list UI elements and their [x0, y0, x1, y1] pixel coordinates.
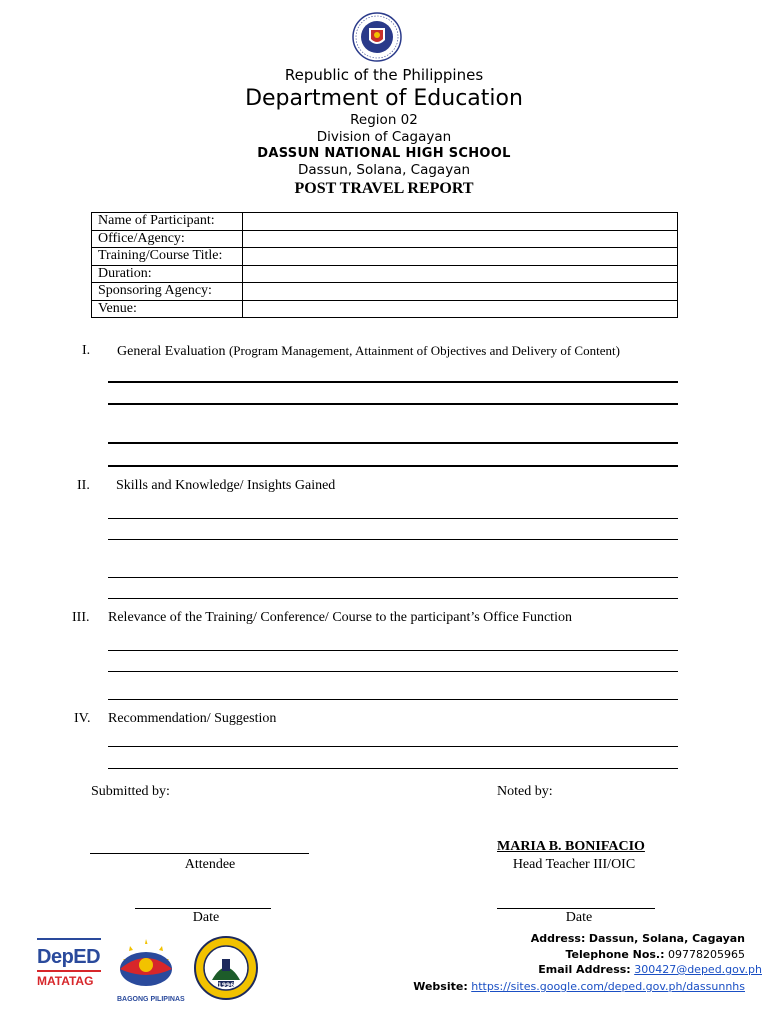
- document-title: POST TRAVEL REPORT: [294, 180, 474, 197]
- table-row: [92, 265, 678, 283]
- header-address: Dassun, Solana, Cagayan: [297, 162, 471, 178]
- section-number: I.: [82, 343, 91, 358]
- info-value-field[interactable]: [243, 248, 678, 266]
- answer-line[interactable]: [108, 746, 678, 747]
- submitted-by-label: Submitted by:: [91, 784, 170, 799]
- table-row: [92, 283, 678, 301]
- answer-line[interactable]: [108, 465, 678, 467]
- info-label: Duration:: [92, 265, 243, 283]
- noted-by-label: Noted by:: [497, 784, 553, 799]
- answer-line[interactable]: [108, 539, 678, 540]
- info-value-field[interactable]: [243, 213, 678, 231]
- attendee-signature-line[interactable]: [90, 853, 309, 854]
- table-row: [92, 248, 678, 266]
- section-title: Relevance of the Training/ Conference/ Course to the participant’s Office Function: [108, 610, 572, 625]
- footer-website: [413, 980, 745, 993]
- school-seal: [194, 935, 258, 1001]
- answer-line[interactable]: [108, 699, 678, 700]
- address-value: Dassun, Solana, Cagayan: [588, 932, 745, 945]
- header-department: Department of Education: [245, 86, 523, 111]
- section-subtitle: (Program Management, Attainment of Objectives and Delivery of Content): [228, 343, 620, 358]
- deped-seal-icon: [352, 12, 402, 62]
- bagong-pilipinas-icon: [117, 937, 175, 989]
- answer-line[interactable]: [108, 577, 678, 578]
- header-region: Region 02: [350, 112, 418, 128]
- info-label: Office/Agency:: [92, 230, 243, 248]
- info-label: Sponsoring Agency:: [92, 283, 243, 301]
- info-value-field[interactable]: [243, 300, 678, 318]
- date-line-right[interactable]: [497, 908, 655, 909]
- answer-line[interactable]: [108, 381, 678, 383]
- section-number: III.: [72, 610, 90, 625]
- deped-matatag-logo: [37, 938, 101, 1000]
- email-label: Email Address:: [538, 963, 631, 976]
- bagong-pilipinas-logo: [117, 937, 185, 1003]
- footer-phone: [566, 948, 746, 961]
- footer-email: [538, 963, 762, 976]
- school-seal-year: 1996: [217, 982, 235, 989]
- header-school: DASSUN NATIONAL HIGH SCHOOL: [257, 146, 511, 161]
- noter-title: Head Teacher III/OIC: [512, 857, 636, 872]
- info-value-field[interactable]: [243, 265, 678, 283]
- header-division: Division of Cagayan: [316, 129, 452, 145]
- answer-line[interactable]: [108, 403, 678, 405]
- answer-line[interactable]: [108, 650, 678, 651]
- section-number: IV.: [74, 711, 91, 726]
- noter-name: MARIA B. BONIFACIO: [497, 839, 645, 854]
- section-number: II.: [77, 478, 90, 493]
- info-label: Name of Participant:: [92, 213, 243, 231]
- date-label-right: Date: [565, 910, 593, 925]
- school-seal-icon: [194, 935, 258, 1001]
- email-link[interactable]: 300427@deped.gov.ph: [634, 963, 762, 976]
- section-title: [117, 343, 620, 360]
- table-row: [92, 213, 678, 231]
- section-title: Recommendation/ Suggestion: [108, 711, 277, 726]
- participant-info-table: [91, 212, 678, 318]
- table-row: [92, 230, 678, 248]
- phone-label: Telephone Nos.:: [565, 948, 665, 961]
- info-label: Training/Course Title:: [92, 248, 243, 266]
- table-row: [92, 300, 678, 318]
- answer-line[interactable]: [108, 598, 678, 599]
- section-title: Skills and Knowledge/ Insights Gained: [116, 478, 336, 493]
- website-link[interactable]: https://sites.google.com/deped.gov.ph/dassunnhs: [471, 980, 745, 993]
- deped-logo-text: DepED: [37, 946, 101, 968]
- header-republic: Republic of the Philippines: [284, 66, 484, 84]
- answer-line[interactable]: [108, 671, 678, 672]
- info-value-field[interactable]: [243, 230, 678, 248]
- bagong-pilipinas-text: BAGONG PILIPINAS: [117, 996, 185, 1003]
- website-label: Website:: [413, 980, 468, 993]
- phone-value: 09778205965: [668, 948, 745, 961]
- footer-address: [531, 932, 745, 945]
- answer-line[interactable]: [108, 768, 678, 769]
- answer-line[interactable]: [108, 442, 678, 444]
- date-line-left[interactable]: [135, 908, 271, 909]
- answer-line[interactable]: [108, 518, 678, 519]
- section-title-main: General Evaluation: [117, 344, 226, 359]
- attendee-label: Attendee: [184, 857, 236, 872]
- address-label: Address:: [530, 932, 586, 945]
- date-label-left: Date: [192, 910, 220, 925]
- info-value-field[interactable]: [243, 283, 678, 301]
- matatag-text: MATATAG: [37, 974, 94, 988]
- info-label: Venue:: [92, 300, 243, 318]
